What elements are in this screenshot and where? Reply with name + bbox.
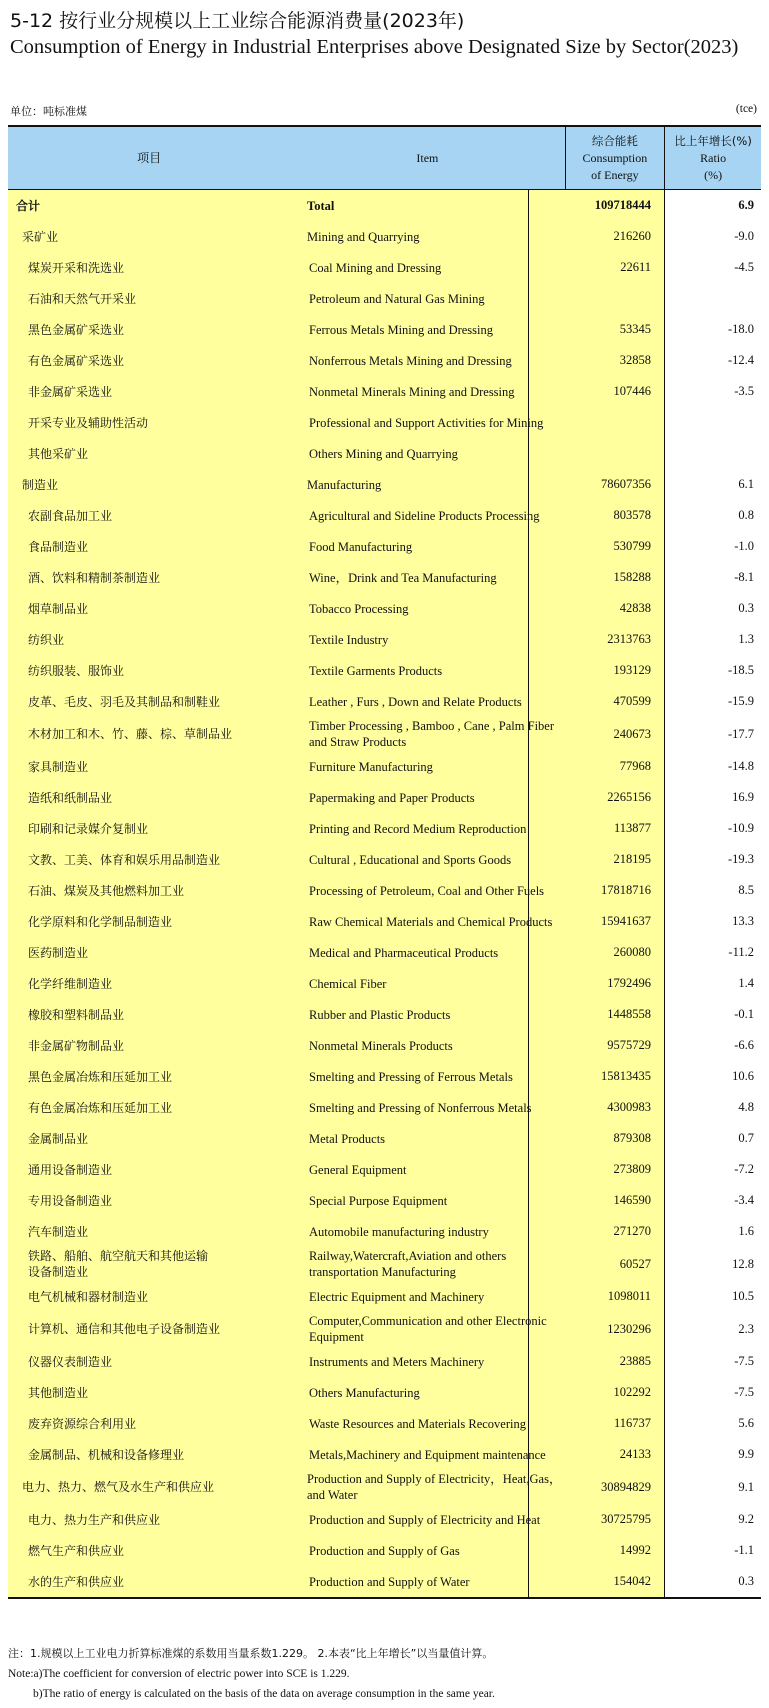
cell-item-cn: 食品制造业	[28, 539, 89, 554]
cell-consumption: 9575729	[607, 1038, 651, 1052]
table-row	[8, 844, 761, 875]
cell-consumption: 1448558	[607, 1007, 651, 1021]
cell-item-cn: 仪器仪表制造业	[28, 1354, 113, 1369]
cell-item-cn: 黑色金属冶炼和压延加工业	[28, 1069, 173, 1084]
cell-item-en: Printing and Record Medium Reproduction	[309, 821, 527, 836]
table-notes	[8, 1643, 763, 1704]
cell-ratio: 12.8	[732, 1256, 754, 1271]
cell-item-en: General Equipment	[309, 1162, 407, 1177]
cell-item-en: Papermaking and Paper Products	[309, 790, 475, 805]
table-row	[8, 1377, 761, 1408]
cell-ratio: 1.6	[738, 1224, 754, 1238]
header-ratio-en2: (%)	[704, 167, 723, 182]
table-row	[8, 937, 761, 968]
cell-ratio: 10.5	[732, 1289, 754, 1303]
cell-ratio: -14.8	[727, 759, 754, 773]
table-row	[8, 813, 761, 844]
cell-item-en: Mining and Quarrying	[307, 229, 420, 244]
cell-item-cn: 电气机械和器材制造业	[28, 1289, 149, 1304]
cell-item-cn: 造纸和纸制品业	[28, 790, 113, 805]
cell-item-cn: 家具制造业	[28, 759, 89, 774]
cell-item-cn: 皮革、毛皮、羽毛及其制品和制鞋业	[28, 694, 221, 709]
table-row	[8, 376, 761, 407]
cell-item-en: Food Manufacturing	[309, 539, 413, 554]
unit-label-cn: 单位：吨标准煤	[10, 105, 87, 118]
cell-consumption: 879308	[613, 1131, 651, 1145]
cell-consumption: 78607356	[601, 477, 651, 491]
cell-ratio: -1.0	[734, 539, 754, 553]
cell-consumption: 113877	[613, 821, 651, 835]
cell-ratio: -18.5	[727, 663, 754, 677]
cell-item-en: Total	[307, 198, 335, 213]
cell-item-en: Ferrous Metals Mining and Dressing	[309, 322, 494, 337]
cell-item-cn: 制造业	[22, 477, 59, 492]
table-row	[8, 999, 761, 1030]
cell-consumption: 42838	[619, 601, 651, 615]
cell-consumption: 24133	[619, 1447, 651, 1461]
cell-ratio: -7.5	[734, 1385, 754, 1399]
header-item-cn: 项目	[137, 150, 162, 165]
cell-consumption: 77968	[619, 759, 651, 773]
cell-item-en: Smelting and Pressing of Ferrous Metals	[309, 1069, 513, 1084]
cell-ratio: -9.0	[734, 229, 754, 243]
cell-ratio: 1.3	[738, 632, 754, 646]
cell-item-en: Chemical Fiber	[309, 976, 387, 991]
cell-consumption: 32858	[619, 353, 651, 367]
cell-item-cn: 汽车制造业	[28, 1224, 89, 1239]
cell-consumption: 273809	[613, 1162, 651, 1176]
cell-item-en: Timber Processing , Bamboo , Cane , Palm Fiber and Straw Products	[309, 719, 555, 749]
cell-item-cn: 有色金属矿采选业	[28, 353, 125, 368]
table-row	[8, 1439, 761, 1470]
cell-item-en: Petroleum and Natural Gas Mining	[309, 291, 485, 306]
header-ratio	[664, 127, 761, 189]
cell-ratio: -4.5	[734, 260, 754, 274]
cell-item-cn: 酒、饮料和精制茶制造业	[28, 570, 161, 585]
cell-ratio: -3.4	[734, 1193, 754, 1207]
cell-ratio: 5.6	[738, 1416, 754, 1430]
header-consumption	[565, 127, 665, 189]
table-row	[8, 562, 761, 593]
cell-item-en: Leather , Furs , Down and Relate Products	[309, 694, 522, 709]
table-row	[8, 875, 761, 906]
cell-consumption: 107446	[613, 384, 651, 398]
cell-consumption: 22611	[620, 260, 651, 274]
cell-ratio: 9.2	[738, 1512, 754, 1526]
cell-consumption: 216260	[613, 229, 651, 243]
table-row	[8, 686, 761, 717]
table-row	[8, 1061, 761, 1092]
cell-ratio: 8.5	[738, 883, 754, 897]
cell-ratio: 9.1	[738, 1479, 754, 1494]
note-en-a: Note:a)The coefficient for conversion of electric power into SCE is 1.229.	[8, 1668, 350, 1680]
note-cn: 注：1.规模以上工业电力折算标准煤的系数用当量系数1.229。 2.本表“比上年增长”以当量值计算。	[8, 1647, 494, 1660]
cell-item-cn: 其他采矿业	[28, 446, 89, 461]
cell-item-cn: 合计	[16, 198, 41, 213]
cell-consumption: 193129	[613, 663, 651, 677]
cell-item-en: Furniture Manufacturing	[309, 759, 433, 774]
cell-item-en: Electric Equipment and Machinery	[309, 1289, 485, 1304]
cell-ratio: -8.1	[734, 570, 754, 584]
cell-consumption: 14992	[619, 1543, 651, 1557]
cell-item-en: Nonferrous Metals Mining and Dressing	[309, 353, 512, 368]
cell-item-cn-line: 设备制造业	[28, 1265, 89, 1279]
page-title-en: Consumption of Energy in Industrial Enterprises above Designated Size by Sector(2023)	[10, 36, 739, 58]
header-item-en: Item	[416, 150, 439, 165]
cell-ratio: 2.3	[738, 1321, 754, 1336]
cell-ratio: -15.9	[727, 694, 754, 708]
cell-ratio: 1.4	[738, 976, 754, 990]
cell-item-en: Coal Mining and Dressing	[309, 260, 442, 275]
cell-item-en: Metals,Machinery and Equipment maintenance	[309, 1447, 546, 1462]
table-row	[8, 314, 761, 345]
cell-consumption: 1792496	[607, 976, 651, 990]
table-row	[8, 1312, 761, 1346]
cell-item-cn: 金属制品业	[28, 1131, 89, 1146]
table-row	[8, 1247, 761, 1281]
cell-item-en: Railway,Watercraft,Aviation and others transportation Manufacturing	[309, 1249, 507, 1279]
cell-consumption: 158288	[613, 570, 651, 584]
cell-ratio: 6.1	[738, 477, 754, 491]
table-row	[8, 1535, 761, 1566]
header-ratio-en1: Ratio	[700, 150, 727, 165]
cell-consumption: 2313763	[607, 632, 651, 646]
table-row	[8, 593, 761, 624]
table-row	[8, 252, 761, 283]
cell-item-cn: 文教、工美、体育和娱乐用品制造业	[28, 852, 221, 867]
cell-item-cn: 石油和天然气开采业	[28, 291, 137, 306]
table-row	[8, 1123, 761, 1154]
cell-consumption: 53345	[619, 322, 651, 336]
cell-consumption: 4300983	[607, 1100, 651, 1114]
cell-item-cn: 采矿业	[22, 229, 59, 244]
cell-ratio: -7.5	[734, 1354, 754, 1368]
cell-item-en: Others Mining and Quarrying	[309, 446, 458, 461]
cell-ratio: -3.5	[734, 384, 754, 398]
cell-consumption: 109718444	[594, 198, 651, 212]
cell-item-en: Waste Resources and Materials Recovering	[309, 1416, 526, 1431]
table-row	[8, 655, 761, 686]
cell-item-cn: 水的生产和供应业	[28, 1574, 125, 1589]
cell-ratio: 6.9	[738, 198, 754, 212]
cell-item-cn: 橡胶和塑料制品业	[28, 1007, 125, 1022]
table-row	[8, 1566, 761, 1597]
table-row	[8, 1092, 761, 1123]
table-row	[8, 190, 761, 221]
table-row	[8, 407, 761, 438]
cell-consumption: 146590	[613, 1193, 651, 1207]
cell-item-en: Instruments and Meters Machinery	[309, 1354, 485, 1369]
cell-ratio: 9.9	[738, 1447, 754, 1461]
cell-ratio: -11.2	[728, 945, 754, 959]
cell-item-en: Production and Supply of Water	[309, 1574, 470, 1589]
table-row	[8, 1408, 761, 1439]
cell-consumption: 154042	[613, 1574, 651, 1588]
cell-item-cn: 燃气生产和供应业	[28, 1543, 125, 1558]
cell-item-cn: 专用设备制造业	[28, 1193, 113, 1208]
cell-consumption: 15813435	[601, 1069, 651, 1083]
cell-item-cn: 电力、热力生产和供应业	[28, 1512, 161, 1527]
cell-item-cn: 烟草制品业	[28, 601, 89, 616]
cell-item-en: Processing of Petroleum, Coal and Other Fuels	[309, 883, 545, 898]
cell-consumption: 17818716	[601, 883, 651, 897]
cell-consumption: 240673	[613, 726, 651, 741]
header-consumption-en2: of Energy	[591, 167, 639, 182]
cell-consumption: 15941637	[601, 914, 651, 928]
cell-item-en: Smelting and Pressing of Nonferrous Metals	[309, 1100, 532, 1115]
cell-consumption: 102292	[613, 1385, 651, 1399]
unit-label-en: (tce)	[735, 103, 757, 115]
cell-ratio: -17.7	[727, 726, 754, 741]
cell-item-cn: 印刷和记录媒介复制业	[28, 821, 149, 836]
cell-item-en: Manufacturing	[307, 477, 382, 492]
cell-item-en: Rubber and Plastic Products	[309, 1007, 451, 1022]
cell-item-cn: 化学纤维制造业	[28, 976, 113, 991]
cell-item-en: Others Manufacturing	[309, 1385, 420, 1400]
cell-consumption: 60527	[619, 1256, 651, 1271]
cell-item-en: Medical and Pharmaceutical Products	[309, 945, 499, 960]
cell-item-cn: 纺织业	[28, 632, 65, 647]
cell-item-en: Special Purpose Equipment	[309, 1193, 448, 1208]
table-row	[8, 1470, 761, 1504]
table-header	[8, 127, 761, 190]
cell-ratio: 0.7	[738, 1131, 754, 1145]
table-row	[8, 345, 761, 376]
cell-item-en: Production and Supply of Electricity，Heat,Gas，and Water	[307, 1472, 562, 1502]
table-row	[8, 469, 761, 500]
cell-item-en: Metal Products	[309, 1131, 386, 1146]
cell-ratio: -1.1	[734, 1543, 754, 1557]
cell-item-en: Textile Industry	[309, 632, 389, 647]
cell-item-cn: 非金属矿物制品业	[28, 1038, 125, 1053]
cell-item-cn: 有色金属冶炼和压延加工业	[28, 1100, 173, 1115]
table-row	[8, 906, 761, 937]
table-row	[8, 438, 761, 469]
table-row	[8, 1185, 761, 1216]
energy-table	[8, 125, 761, 1599]
cell-item-en: Production and Supply of Electricity and Heat	[309, 1512, 541, 1527]
header-consumption-cn: 综合能耗	[591, 133, 638, 148]
table-row	[8, 1154, 761, 1185]
cell-item-cn: 电力、热力、燃气及水生产和供应业	[22, 1480, 215, 1494]
cell-consumption: 2265156	[607, 790, 651, 804]
cell-consumption: 271270	[613, 1224, 651, 1238]
cell-item-en: Nonmetal Minerals Products	[309, 1038, 453, 1053]
table-body	[8, 190, 761, 1597]
table-row	[8, 1346, 761, 1377]
cell-consumption: 23885	[619, 1354, 651, 1368]
cell-consumption: 470599	[613, 694, 651, 708]
cell-item-cn	[8, 1248, 291, 1280]
cell-item-en: Professional and Support Activities for Mining	[309, 415, 544, 430]
header-consumption-en1: Consumption	[582, 150, 648, 165]
table-row	[8, 1030, 761, 1061]
cell-item-cn: 木材加工和木、竹、藤、棕、草制品业	[28, 727, 233, 741]
cell-item-en: Tobacco Processing	[309, 601, 409, 616]
cell-ratio: -10.9	[727, 821, 754, 835]
cell-item-cn: 通用设备制造业	[28, 1162, 113, 1177]
cell-consumption: 803578	[613, 508, 651, 522]
cell-ratio: -19.3	[727, 852, 754, 866]
cell-consumption: 530799	[613, 539, 651, 553]
cell-item-en: Nonmetal Minerals Mining and Dressing	[309, 384, 515, 399]
cell-consumption: 218195	[613, 852, 651, 866]
table-row	[8, 782, 761, 813]
cell-item-cn: 废弃资源综合利用业	[28, 1416, 137, 1431]
table-row	[8, 1216, 761, 1247]
table-row	[8, 968, 761, 999]
cell-consumption: 1098011	[607, 1289, 651, 1303]
cell-item-cn: 金属制品、机械和设备修理业	[28, 1447, 185, 1462]
cell-item-en: Computer,Communication and other Electronic Equipment	[309, 1314, 547, 1344]
cell-ratio: 16.9	[732, 790, 754, 804]
table-row	[8, 221, 761, 252]
page-title-cn: 5-12 按行业分规模以上工业综合能源消费量(2023年)	[10, 10, 465, 32]
table-row	[8, 624, 761, 655]
cell-item-en: Automobile manufacturing industry	[309, 1224, 489, 1239]
table-row	[8, 1281, 761, 1312]
table-row	[8, 283, 761, 314]
cell-item-cn: 非金属矿采选业	[28, 384, 113, 399]
cell-item-en: Raw Chemical Materials and Chemical Products	[309, 914, 553, 929]
cell-item-cn: 煤炭开采和洗选业	[28, 260, 125, 275]
cell-ratio: -12.4	[727, 353, 754, 367]
table-row	[8, 1504, 761, 1535]
cell-item-en: Wine，Drink and Tea Manufacturing	[309, 570, 497, 585]
header-ratio-cn: 比上年增长(%)	[674, 133, 752, 148]
cell-item-cn: 开采专业及辅助性活动	[28, 415, 149, 430]
cell-item-cn: 纺织服装、服饰业	[28, 663, 125, 678]
cell-consumption: 116737	[613, 1416, 651, 1430]
cell-item-cn: 计算机、通信和其他电子设备制造业	[28, 1322, 221, 1336]
cell-ratio: 0.3	[738, 601, 754, 615]
cell-ratio: -6.6	[734, 1038, 754, 1052]
cell-item-en: Agricultural and Sideline Products Processing	[309, 508, 540, 523]
table-row	[8, 531, 761, 562]
cell-consumption: 30894829	[601, 1479, 651, 1494]
cell-item-cn: 化学原料和化学制品制造业	[28, 914, 173, 929]
cell-item-cn: 石油、煤炭及其他燃料加工业	[28, 883, 185, 898]
cell-item-en: Cultural , Educational and Sports Goods	[309, 852, 512, 867]
cell-consumption: 1230296	[607, 1321, 651, 1336]
cell-ratio: 4.8	[738, 1100, 754, 1114]
cell-item-cn-line: 铁路、船舶、航空航天和其他运输	[28, 1249, 209, 1263]
cell-item-en: Textile Garments Products	[309, 663, 443, 678]
cell-item-cn: 黑色金属矿采选业	[28, 322, 125, 337]
cell-ratio: -0.1	[734, 1007, 754, 1021]
cell-ratio: 10.6	[732, 1069, 754, 1083]
cell-ratio: 0.8	[738, 508, 754, 522]
table-row	[8, 500, 761, 531]
cell-item-cn: 其他制造业	[28, 1385, 89, 1400]
cell-item-cn: 农副食品加工业	[28, 508, 113, 523]
cell-ratio: 0.3	[738, 1574, 754, 1588]
cell-consumption: 30725795	[601, 1512, 651, 1526]
table-row	[8, 751, 761, 782]
table-row	[8, 717, 761, 751]
cell-ratio: -18.0	[727, 322, 754, 336]
cell-item-en: Production and Supply of Gas	[309, 1543, 460, 1558]
note-en-b: b)The ratio of energy is calculated on the basis of the data on average consumption in the same year.	[33, 1688, 495, 1700]
cell-item-cn: 医药制造业	[28, 945, 89, 960]
cell-ratio: -7.2	[734, 1162, 754, 1176]
cell-consumption: 260080	[613, 945, 651, 959]
cell-ratio: 13.3	[732, 914, 754, 928]
